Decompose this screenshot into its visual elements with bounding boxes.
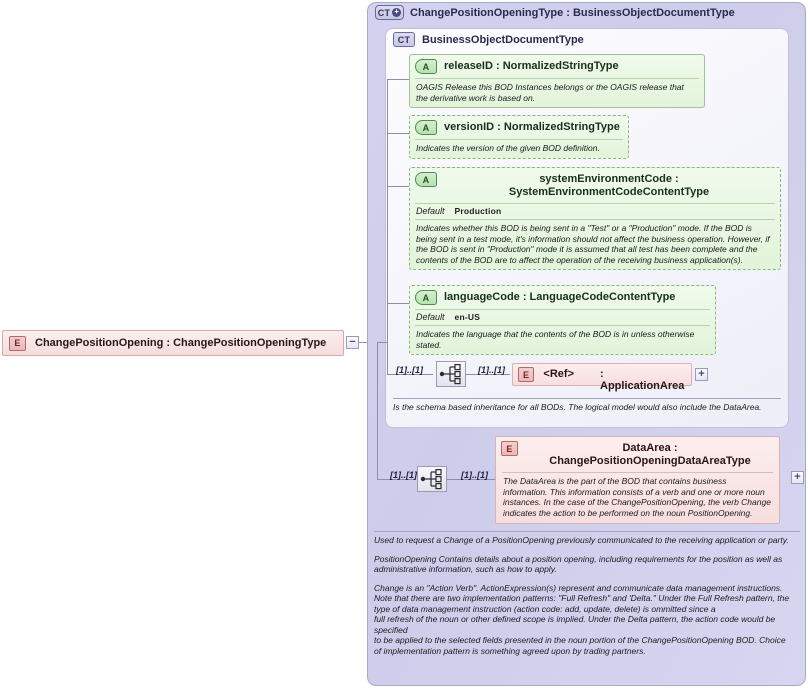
element-dataarea-doc: The DataArea is the part of the BOD that contains business information. This information consists of a verb and one or more noun instances. In the case of the ChangePositionOpening, the verb Change indicates the action to be performed on the noun PositionOpening. [503,476,771,518]
complextype-base-badge-icon: CT [393,32,415,47]
applicationarea-expand-toggle[interactable]: + [695,368,708,381]
element-dataarea-name: DataArea : ChangePositionOpeningDataAreaType [549,442,751,467]
base-type-title-text: BusinessObjectDocumentType [422,33,584,46]
doc-paragraph: PositionOpening Contains details about a position opening, including requirements for the position as well as administrative information, such as how to apply. [374,553,783,574]
connector-spine-outer [377,342,378,479]
attribute-releaseid-name: releaseID : NormalizedStringType [444,60,619,72]
root-element-box[interactable] [2,330,344,356]
complextype-badge-icon: CT + [375,5,404,20]
divider [393,398,781,399]
element-applicationarea-name: : ApplicationArea [600,368,685,392]
attribute-versionid-name: versionID : NormalizedStringType [444,121,620,133]
attribute-languagecode-doc: Indicates the language that the contents of the BOD is in unless otherwise stated. [416,329,695,350]
element-dataarea-header [496,437,779,472]
doc-paragraph: Change is an "Action Verb". ActionExpression(s) represent and communicate data management instructions. Note that there are two implementation patterns: "Full Refresh" and 'Delta." Under the Full Refresh pattern, the type of data management instruction (action code: add, update, delete) is ommitted since a [374,582,790,614]
sequence-icon [418,467,446,491]
element-badge-icon: E [518,367,534,382]
default-value: Production [454,206,502,216]
type-documentation [374,535,794,656]
attribute-releaseid-doc: OAGIS Release this BOD Instances belongs or the OAGIS release that the derivative work is based on. [416,82,684,103]
attribute-releaseid[interactable] [409,54,705,108]
dataarea-expand-toggle[interactable]: + [791,471,804,484]
attribute-versionid[interactable] [409,115,629,159]
element-applicationarea-header [513,364,691,396]
attribute-badge-icon: A [415,172,437,187]
element-badge-icon: E [501,441,518,456]
doc-paragraph: full refresh of the noun or other defined scope is implied. Under the Delta pattern, the action code would be specified [374,614,776,635]
base-type-title [393,32,584,47]
element-applicationarea-label [543,367,685,392]
attribute-versionid-header [410,116,628,139]
base-type-documentation: Is the schema based inheritance for all BODs. The logical model would also include the DataArea. [393,402,762,412]
root-collapse-toggle[interactable]: − [346,336,359,349]
attribute-languagecode-name: languageCode : LanguageCodeContentType [444,291,676,303]
connector-branch-versionid [387,133,409,134]
attribute-badge-icon: A [415,290,437,305]
default-value: en-US [454,312,481,322]
attribute-badge-icon: A [415,59,437,74]
connector-branch-languagecode [387,303,409,304]
attribute-systemenvironmentcode-doc: Indicates whether this BOD is being sent in a "Test" or a "Production" mode. If the BOD is being sent in a test mode, it's information should not affect the business operation. However, if the BOD is sent in "Production" mode it is assumed that all test has been complete and the contents of the BOD are to affect the operation of the receiving business application(s). [416,223,770,265]
doc-paragraph: to be applied to the selected fields presented in the noun portion of the ChangePositionOpening BOD. Choice of implementation pattern is something agreed upon by trading partners. [374,635,786,656]
element-badge-icon: E [9,336,26,351]
cardinality-apparea-left: [1]..[1] [396,365,423,375]
attribute-systemenvironmentcode-header [410,168,780,203]
element-ref-marker: <Ref> [543,368,574,380]
complex-type-title [375,5,735,20]
cardinality-dataarea-left: [1]..[1] [390,470,417,480]
complex-type-title-text: ChangePositionOpeningType : BusinessObjectDocumentType [410,6,735,19]
connector-branch-systemenvironmentcode [387,186,409,187]
cardinality-dataarea-right: [1]..[1] [461,470,488,480]
attribute-systemenvironmentcode-default [410,204,780,219]
attribute-systemenvironmentcode-name: systemEnvironmentCode : SystemEnvironmentCodeContentType [508,173,710,198]
root-element-label: ChangePositionOpening : ChangePositionOpeningType [35,337,327,349]
sequence-compositor-apparea[interactable] [436,361,466,387]
sequence-icon [437,362,465,386]
sequence-compositor-dataarea[interactable] [417,466,447,492]
attribute-languagecode-header [410,286,715,309]
attribute-languagecode[interactable] [409,285,716,355]
default-label: Default [416,206,445,216]
attribute-badge-icon: A [415,120,437,135]
attribute-systemenvironmentcode[interactable] [409,167,781,270]
element-applicationarea[interactable] [512,363,692,392]
cardinality-apparea-right: [1]..[1] [478,365,505,375]
attribute-releaseid-header [410,55,704,78]
divider [374,531,800,532]
doc-paragraph: Used to request a Change of a PositionOpening previously communicated to the receiving application or party. [374,535,789,545]
default-label: Default [416,312,445,322]
connector-outer-to-inner [377,342,387,343]
connector-spine-inner [387,79,388,374]
attribute-versionid-doc: Indicates the version of the given BOD definition. [416,143,600,153]
element-dataarea[interactable] [495,436,780,524]
connector-branch-releaseid [387,79,409,80]
attribute-languagecode-default [410,310,715,325]
